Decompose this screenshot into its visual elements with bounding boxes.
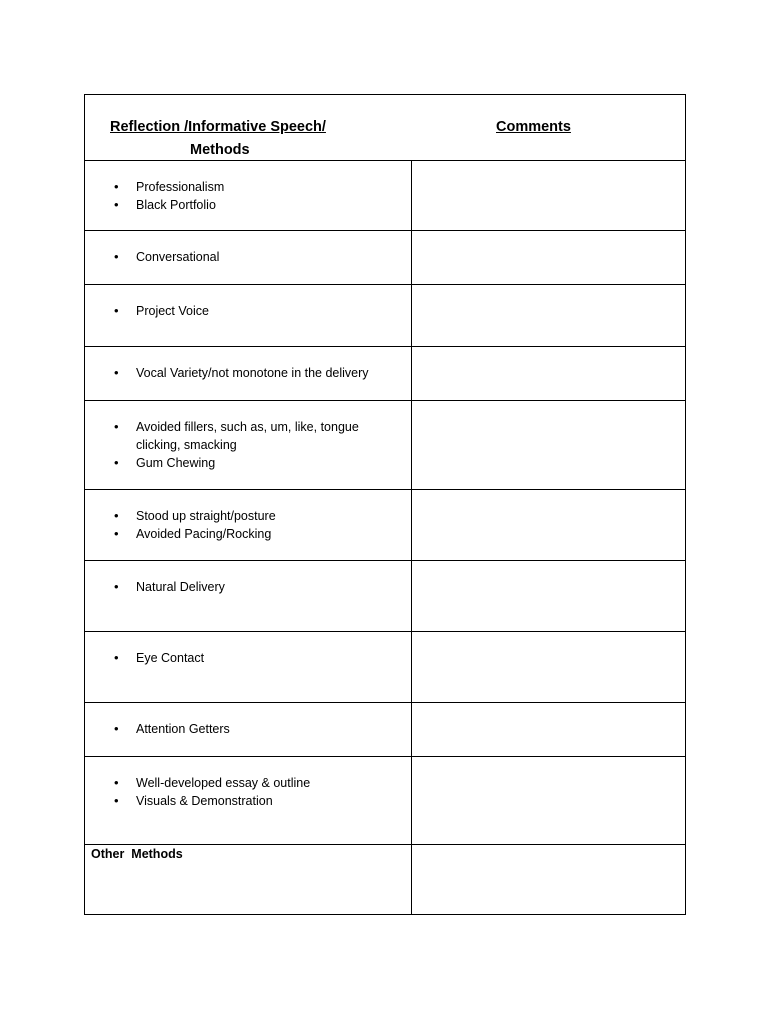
- header-title-line1: Reflection /Informative Speech/: [110, 119, 326, 135]
- method-cell: [85, 161, 412, 230]
- comments-header: Comments: [496, 119, 571, 135]
- table-row: [85, 632, 685, 703]
- header-title-line2: Methods: [190, 142, 250, 158]
- method-cell: [85, 757, 412, 844]
- method-item: • Gum Chewing: [85, 454, 385, 472]
- other-methods-row: [85, 845, 685, 914]
- comment-cell[interactable]: [412, 231, 685, 284]
- method-cell: [85, 347, 412, 400]
- method-item: • Attention Getters: [85, 720, 385, 738]
- comment-cell[interactable]: [412, 161, 685, 230]
- methods-header-cell: [85, 95, 412, 161]
- method-item: • Avoided fillers, such as, um, like, tongue clicking, smacking: [85, 418, 385, 454]
- method-cell: [85, 632, 412, 702]
- table-row: [85, 231, 685, 285]
- comment-cell[interactable]: [412, 347, 685, 400]
- method-item: • Conversational: [85, 248, 385, 266]
- comment-cell[interactable]: [412, 632, 685, 702]
- table-row: [85, 347, 685, 401]
- method-item: • Eye Contact: [85, 649, 385, 667]
- table-row: [85, 757, 685, 845]
- evaluation-table: [84, 94, 686, 915]
- comment-cell[interactable]: [412, 845, 685, 914]
- method-cell: [85, 561, 412, 631]
- method-item: • Project Voice: [85, 302, 385, 320]
- table-row: [85, 161, 685, 231]
- method-cell: [85, 401, 412, 489]
- method-cell: [85, 490, 412, 560]
- method-item: • Stood up straight/posture: [85, 507, 385, 525]
- method-item: • Well-developed essay & outline: [85, 774, 385, 792]
- table-row: [85, 285, 685, 347]
- comment-cell[interactable]: [412, 490, 685, 560]
- comment-cell[interactable]: [412, 703, 685, 756]
- method-cell: [85, 703, 412, 756]
- comment-cell[interactable]: [412, 561, 685, 631]
- method-item: • Visuals & Demonstration: [85, 792, 385, 810]
- table-row: [85, 703, 685, 757]
- other-methods-cell: [85, 845, 412, 914]
- method-item: • Avoided Pacing/Rocking: [85, 525, 385, 543]
- table-row: [85, 490, 685, 561]
- method-cell: [85, 285, 412, 346]
- other-methods-label: Other Methods: [91, 847, 183, 861]
- table-row: [85, 561, 685, 632]
- method-item: • Black Portfolio: [85, 196, 385, 214]
- method-cell: [85, 231, 412, 284]
- comment-cell[interactable]: [412, 401, 685, 489]
- method-item: • Natural Delivery: [85, 578, 385, 596]
- table-header-row: [85, 95, 685, 161]
- method-item: • Vocal Variety/not monotone in the delivery: [85, 364, 385, 382]
- comment-cell[interactable]: [412, 757, 685, 844]
- table-row: [85, 401, 685, 490]
- comment-cell[interactable]: [412, 285, 685, 346]
- method-item: • Professionalism: [85, 178, 385, 196]
